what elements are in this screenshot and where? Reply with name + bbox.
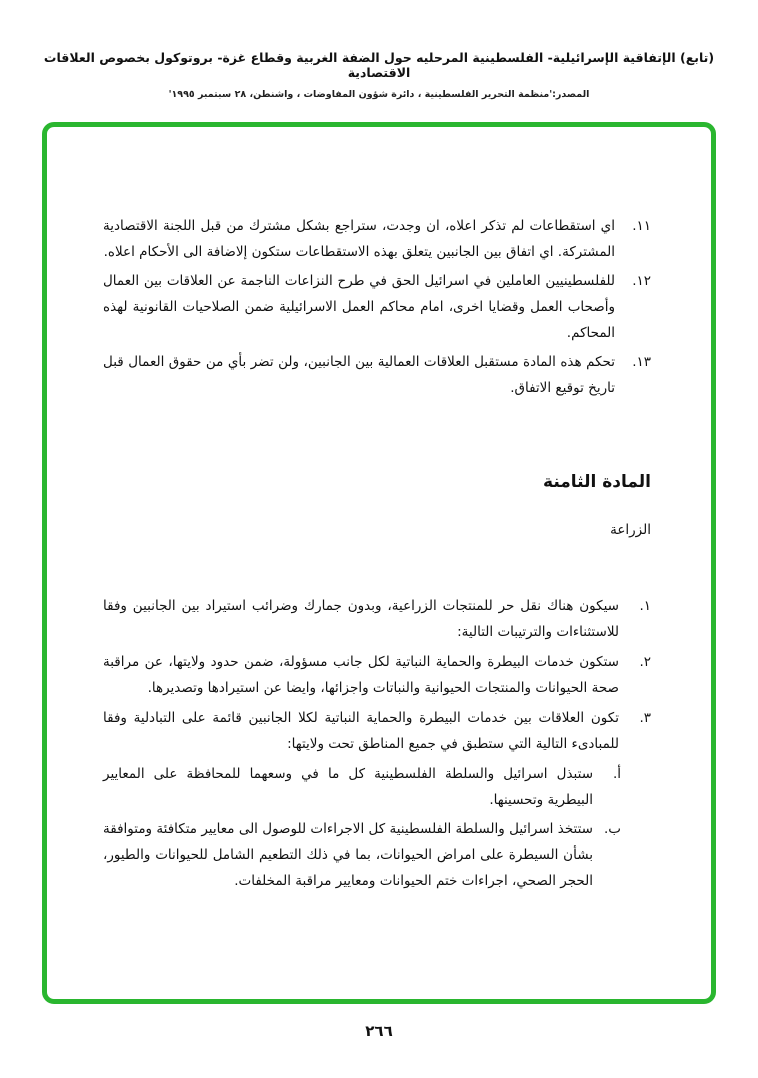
content-frame <box>42 122 716 1004</box>
subclause-letter: أ. <box>612 766 621 782</box>
subclause-list <box>103 761 651 894</box>
clause-text: اي استقطاعات لم تذكر اعلاه، ان وجدت، ستراجع بشكل مشترك من قبل اللجنة الاقتصادية المشتركة. اي اتفاق بين الجانبين يتعلق بهذه الاستقطاعات ستكون إلاضافة الى الأحكام اعلاه. <box>103 218 615 260</box>
clause-number: ١٣. <box>632 354 651 370</box>
section-heading: المادة الثامنة <box>543 472 651 492</box>
article-number: ٣. <box>639 710 651 726</box>
page-number: ٢٦٦ <box>365 1022 393 1040</box>
document-header <box>0 50 758 100</box>
clause-number: ١١. <box>632 218 651 234</box>
subclause-letter: ب. <box>603 821 621 837</box>
article-number: ٢. <box>639 654 651 670</box>
article-2 <box>103 649 651 701</box>
article-text: ستكون خدمات البيطرة والحماية النباتية لكل جانب مسؤولة، ضمن حدود ولايتها، عن مراقبة صحة الحيوانات والمنتجات الحيوانية والنباتات واجزائها، وايضا عن استيرادها وتصديرها. <box>103 654 619 696</box>
article-number: ١. <box>639 598 651 614</box>
subclause-text: ستتخذ اسرائيل والسلطة الفلسطينية كل الاجراءات للوصول الى معايير متكافئة ومتوافقة بشأن السيطرة على امراض الحيوانات، بما في ذلك التطعيم الشامل للحيوانات والطيور، الحجر الصحي، اجراءات ختم الحيوانات ومعايير مراقبة المخلفات. <box>103 821 593 889</box>
document-source: المصدر:'منظمة التحرير الفلسطينية ، دائرة شؤون المفاوضات ، واشنطن، ٢٨ سبتمبر ١٩٩٥' <box>168 89 590 100</box>
subclause-text: ستبذل اسرائيل والسلطة الفلسطينية كل ما في وسعهما للمحافظة على المعايير البيطرية وتحسينها. <box>103 766 593 808</box>
document-body <box>47 127 711 894</box>
subclause-a <box>103 761 621 813</box>
subclause-b <box>103 816 621 894</box>
document-title: (تابع) الإتفاقية الإسرائيلية- الفلسطينية المرحليه حول الضفة الغربية وقطاع غزة- بروتوكول بخصوص العلاقات الاقتصادية <box>43 50 715 80</box>
section-subheading: الزراعة <box>610 522 651 538</box>
clause-number: ١٢. <box>632 273 651 289</box>
clause-text: للفلسطينيين العاملين في اسرائيل الحق في طرح النزاعات الناجمة عن العلاقات بين العمال وأصحاب العمل وقضايا اخرى، امام محاكم العمل الاسرائيلية ضمن الصلاحيات القانونية لهذه المحاكم. <box>103 273 615 341</box>
clause-13 <box>103 349 651 401</box>
article-1 <box>103 593 651 645</box>
clause-11 <box>103 213 651 265</box>
article-text: تكون العلاقات بين خدمات البيطرة والحماية النباتية لكلا الجانبين قائمة على التبادلية وفقا للمبادىء التالية التي ستطبق في جميع المناطق تحت ولايتها: <box>103 710 619 752</box>
clause-text: تحكم هذه المادة مستقبل العلاقات العمالية بين الجانبين، ولن تضر بأي من حقوق العمال قبل تاريخ توقيع الاتفاق. <box>103 354 615 396</box>
clause-12 <box>103 268 651 346</box>
article-text: سيكون هناك نقل حر للمنتجات الزراعية، وبدون جمارك وضرائب استيراد بين الجانبين وفقا للاستثناءات والترتيبات التالية: <box>103 598 619 640</box>
article-3 <box>103 705 651 757</box>
